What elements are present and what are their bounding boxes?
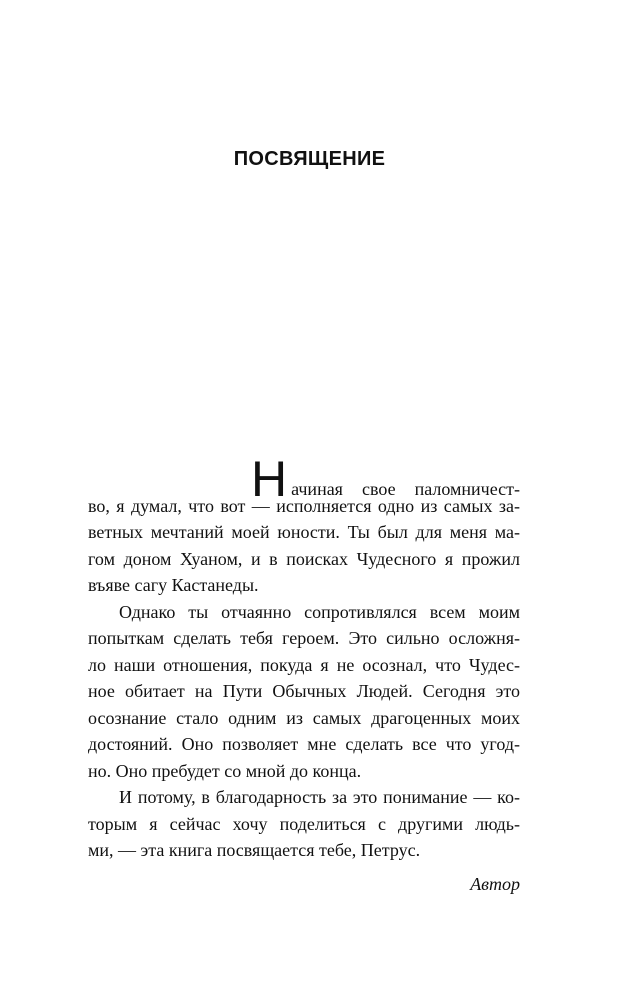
text-line: торым я сейчас хочу поделиться с другими людь- <box>88 813 520 834</box>
text-line: Однако ты отчаянно сопротивлялся всем моим <box>119 601 520 622</box>
text-line: во, я думал, что вот — исполняется одно из самых за- <box>88 495 520 516</box>
text-line: попыткам сделать тебя героем. Это сильно осложня- <box>88 628 520 648</box>
text-line: ное обитает на Пути Обычных Людей. Сегодня это <box>88 681 520 701</box>
text-line: гом доном Хуаном, и в поисках Чудесного я прожил <box>88 548 520 569</box>
text-line: ми, — эта книга посвящается тебе, Петрус. <box>88 840 421 860</box>
page-heading: ПОСВЯЩЕНИЕ <box>233 148 386 170</box>
dedication-text <box>88 451 520 864</box>
text-line: ло наши отношения, покуда я не осознал, что Чудес- <box>88 654 520 675</box>
text-line: И потому, в благодарность за это понимание — ко- <box>119 787 520 807</box>
text-line: достояний. Оно позволяет мне сделать все что угод- <box>88 734 520 754</box>
text-line <box>251 451 520 507</box>
text-line-content: ачиная свое паломничест- <box>291 479 520 499</box>
text-line: осознание стало одним из самых драгоценных моих <box>88 707 520 728</box>
text-line: въяве сагу Кастанеды. <box>88 575 259 595</box>
drop-cap: Н <box>251 451 288 507</box>
text-line: но. Оно пребудет со мной до конца. <box>88 760 362 781</box>
author-signature: Автор <box>470 874 520 894</box>
text-line: ветных мечтаний моей юности. Ты был для меня ма- <box>88 522 520 542</box>
